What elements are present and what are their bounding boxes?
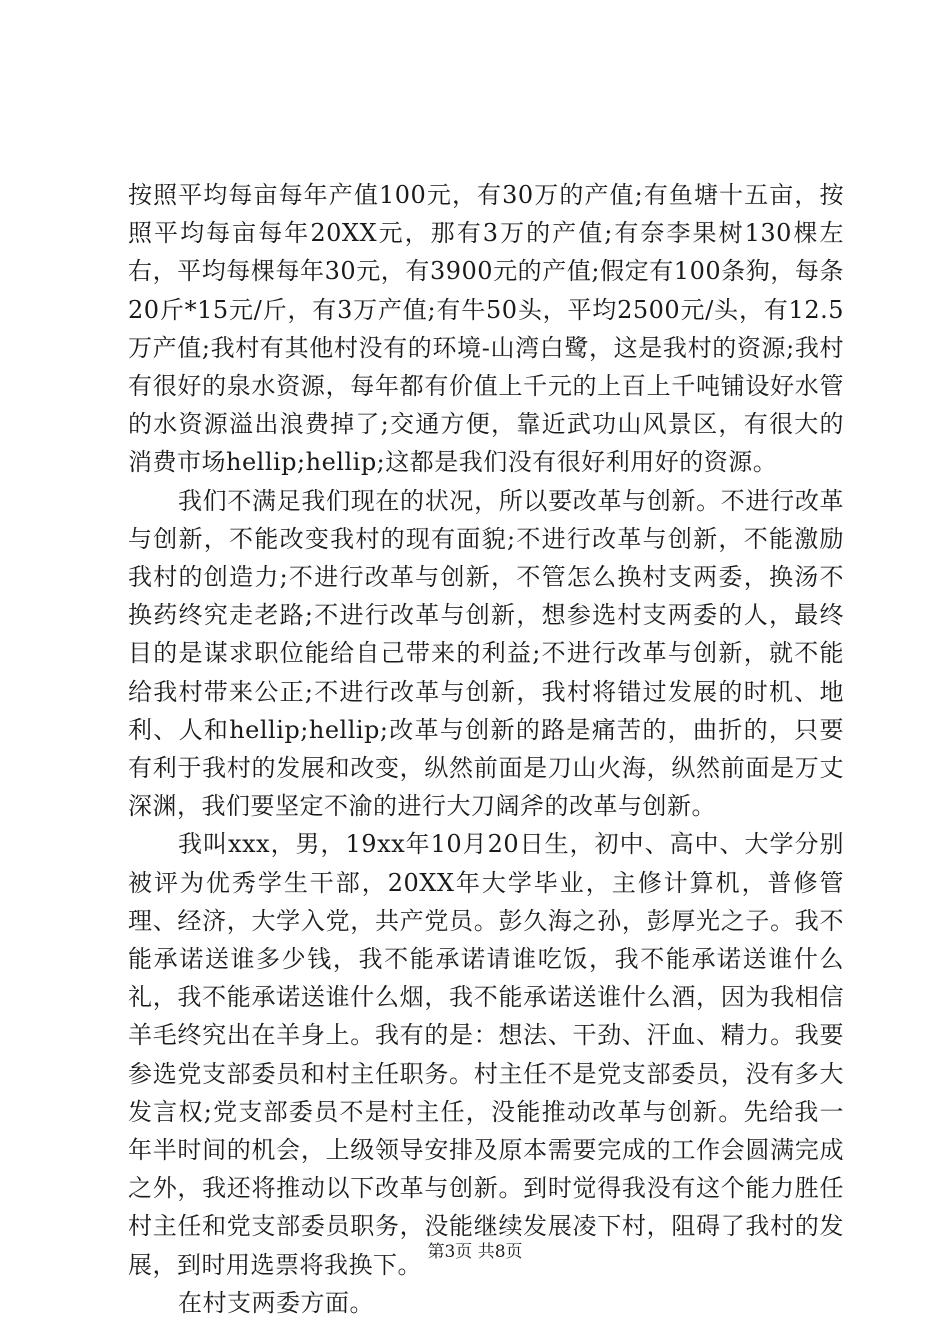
document-body xyxy=(128,176,844,1322)
paragraph-self-introduction: 我叫xxx，男，19xx年10月20日生，初中、高中、大学分别被评为优秀学生干部，20XX年大学毕业，主修计算机，普修管理、经济，大学入党，共产党员。彭久海之孙，彭厚光之子。我不能承诺送谁多少钱，我不能承诺请谁吃饭，我不能承诺送谁什么礼，我不能承诺送谁什么烟，我不能承诺送谁什么酒，因为我相信羊毛终究出在羊身上。我有的是：想法、干劲、汗血、精力。我要参选党支部委员和村主任职务。村主任不是党支部委员，没有多大发言权;党支部委员不是村主任，没能推动改革与创新。先给我一年半时间的机会，上级领导安排及原本需要完成的工作会圆满完成之外，我还将推动以下改革与创新。到时觉得我没有这个能力胜任村主任和党支部委员职务，没能继续发展凌下村，阻碍了我村的发展，到时用选票将我换下。 xyxy=(128,830,844,1279)
page-number-footer: 第3页 共8页 xyxy=(427,1242,523,1262)
paragraph-resources: 按照平均每亩每年产值100元，有30万的产值;有鱼塘十五亩，按照平均每亩每年20XX元，那有3万的产值;有奈李果树130棵左右，平均每棵每年30元，有3900元的产值;假定有100条狗，每条20斤*15元/斤，有3万产值;有牛50头，平均2500元/头，有12.5万产值;我村有其他村没有的环境-山湾白鹭，这是我村的资源;我村有很好的泉水资源，每年都有价值上千元的上百上千吨铺设好水管的水资源溢出浪费掉了;交通方便，靠近武功山风景区，有很大的消费市场hellip;hellip;这都是我们没有很好利用好的资源。 xyxy=(128,181,844,477)
paragraph-section-heading: 在村支两委方面。 xyxy=(178,1288,374,1317)
paragraph-reform: 我们不满足我们现在的状况，所以要改革与创新。不进行改革与创新，不能改变我村的现有面貌;不进行改革与创新，不能激励我村的创造力;不进行改革与创新，不管怎么换村支两委，换汤不换药终究走老路;不进行改革与创新，想参选村支两委的人，最终目的是谋求职位能给自己带来的利益;不进行改革与创新，就不能给我村带来公正;不进行改革与创新，我村将错过发展的时机、地利、人和hellip;hellip;改革与创新的路是痛苦的，曲折的，只要有利于我村的发展和改变，纵然前面是刀山火海，纵然前面是万丈深渊，我们要坚定不渝的进行大刀阔斧的改革与创新。 xyxy=(128,486,844,821)
